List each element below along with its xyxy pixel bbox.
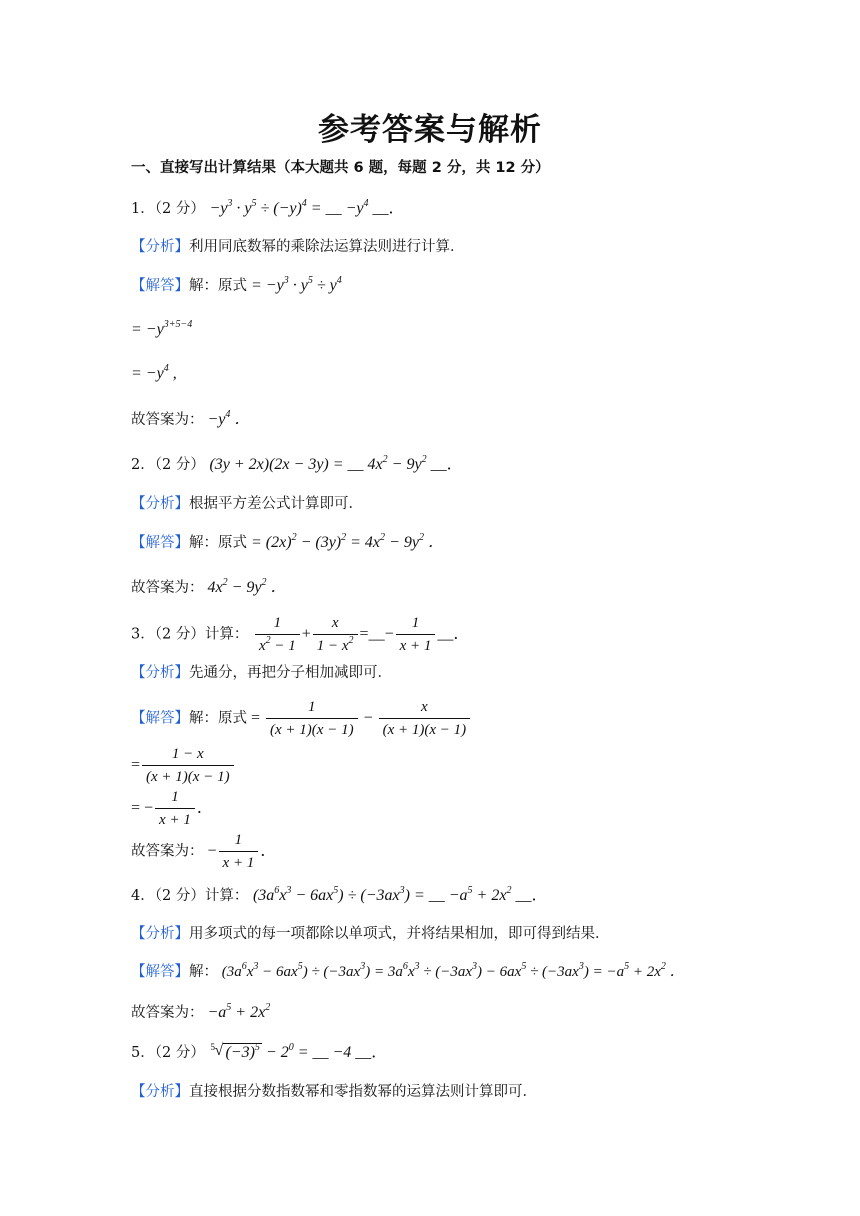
final-answer-2: 故答案为： $4x^2 - 9y^2$ ． — [131, 577, 287, 596]
question-4: 4．（2 分）计算： $(3a^6x^3 - 6ax^5) \div (-3ax^3)$ = __ $-a^5 + 2x^2$ __． — [131, 885, 548, 904]
solution-3-step-3: = − $\frac{1}{x + 1}$ ． — [131, 789, 213, 828]
question-score: （2 分） — [154, 201, 205, 217]
analysis-1 — [131, 237, 465, 257]
solution-tag: 【解答】 — [131, 278, 189, 294]
answer-blank: $-a^5 + 2x^2$ — [448, 885, 512, 904]
solution-3: 【解答】解：原式 = $\frac{1}{(x + 1)(x - 1)}$ − $\frac{x}{(x + 1)(x - 1)}$ — [131, 698, 472, 739]
answer-blank: $-y^4$ — [345, 198, 369, 217]
page-title: 参考答案与解析 — [318, 112, 542, 148]
final-answer-1: 故答案为： $-y^4$ ． — [131, 409, 251, 428]
analysis-text: 利用同底数幂的乘除法运算法则进行计算． — [189, 239, 465, 255]
final-answer-3: 故答案为： − $\frac{1}{x + 1}$ ． — [131, 832, 277, 871]
analysis-2: 【分析】根据平方差公式计算即可． — [131, 496, 363, 512]
answer-blank: $4x^2 - 9y^2$ — [367, 454, 427, 473]
section-heading: 一、直接写出计算结果（本大题共 6 题，每题 2 分，共 12 分） — [131, 160, 550, 176]
question-2: 2．（2 分） (3y + 2x)(2x − 3y) = __ $4x^2 - 9y^2$ __． — [131, 454, 463, 473]
final-answer-4: 故答案为： $-a^5 + 2x^2$ — [131, 1002, 271, 1021]
analysis-3: 【分析】先通分，再把分子相加减即可． — [131, 665, 392, 681]
analysis-5: 【分析】直接根据分数指数幂和零指数幂的运算法则计算即可． — [131, 1084, 537, 1100]
solution-4: 【解答】解： $(3a^6x^3 - 6ax^5) \div (-3ax^3) = 3a^6x^3 \div (-3ax^3) - 6ax^5 \div (-3ax^3) = -a^5 + 2x^2$ ． — [131, 961, 685, 980]
solution-1: 【解答】解：原式 = $-y^3 \cdot y^5 \div y^4$ — [131, 275, 342, 294]
question-1: 1．（2 分） $-y^3 \cdot y^5 \div (-y)^4$ = __ $-y^4$ __． — [131, 198, 405, 217]
solution-1-step-2: = $-y^{3+5-4}$ — [131, 319, 193, 338]
analysis-tag: 【分析】 — [131, 239, 189, 255]
question-3: 3．（2 分）计算： $\frac{1}{x^2 - 1}$ + $\frac{x}{1 - x^2}$ =__− $\frac{1}{x + 1}$ __． — [131, 615, 470, 654]
question-5: 5．（2 分） 5 √ $(-3)^5 - 2^0$ = __ −4 __． — [131, 1042, 388, 1061]
question-number: 1． — [131, 201, 155, 217]
solution-1-step-3: = $-y^4$ , — [131, 363, 177, 382]
answer-blank: −4 — [332, 1044, 352, 1061]
question-expression: $-y^3 \cdot y^5 \div (-y)^4$ = — [209, 198, 326, 217]
solution-3-step-2: = $\frac{1 - x}{(x + 1)(x - 1)}$ — [131, 745, 236, 786]
solution-2: 【解答】解：原式 = $(2x)^2 - (3y)^2 = 4x^2 - 9y^2$ ． — [131, 532, 444, 551]
analysis-4: 【分析】用多项式的每一项都除以单项式，并将结果相加，即可得到结果． — [131, 926, 610, 942]
